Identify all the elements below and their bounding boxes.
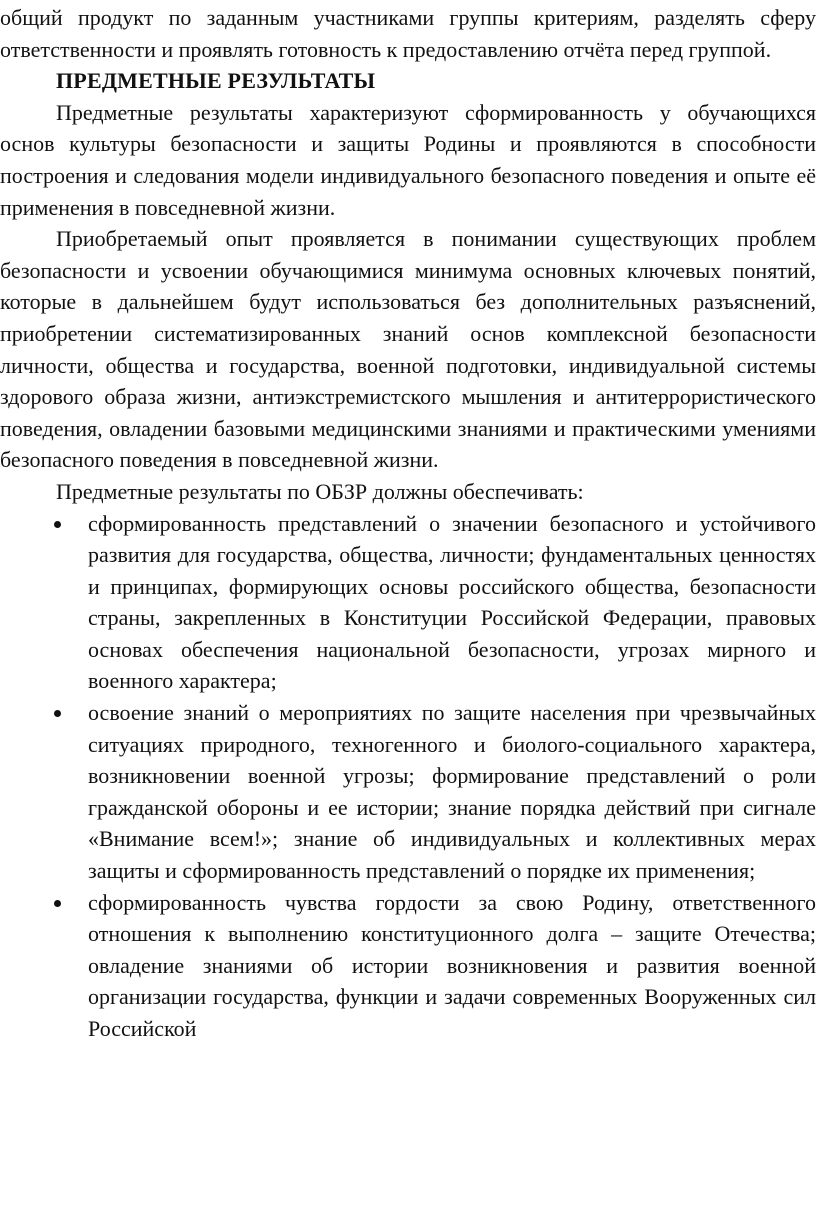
results-list [0, 508, 816, 1045]
paragraph-subject-results: Предметные результаты характеризуют сформированность у обучающихся основ культуры безопасности и защиты Родины и проявляются в способности построения и следования модели индивидуального безопасного поведения и опыте её применения в повседневной жизни. [0, 99, 816, 220]
section-heading: ПРЕДМЕТНЫЕ РЕЗУЛЬТАТЫ [56, 68, 376, 94]
list-item-text: освоение знаний о мероприятиях по защите населения при чрезвычайных ситуациях природного, техногенного и биолого-социального характера, возникновении военной угрозы; формирование представлений о роли гражданской обороны и ее истории; знание порядка действий при сигнале «Внимание всем!»; знание об индивидуальных и коллективных мерах защиты и сформированность представлений о порядке их применения; [88, 700, 816, 884]
list-item-text: сформированность представлений о значении безопасного и устойчивого развития для государства, общества, личности; фундаментальных ценностях и принципах, формирующих основы российского общества, безопасности страны, закрепленных в Конституции Российской Федерации, правовых основах обеспечения национальной безопасности, угрозах мирного и военного характера; [88, 510, 816, 694]
bullet-icon [54, 521, 61, 528]
paragraph-acquired-experience: Приобретаемый опыт проявляется в понимании существующих проблем безопасности и усвоении обучающимися минимума основных ключевых понятий, которые в дальнейшем будут использоваться без дополнительных разъяснений, приобретении систематизированных знаний основ комплексной безопасности личности, общества и государства, военной подготовки, индивидуальной системы здорового образа жизни, антиэкстремистского мышления и антитеррористического поведения, овладении базовыми медицинскими знаниями и практическими умениями безопасного поведения в повседневной жизни. [0, 226, 816, 473]
list-item-text: сформированность чувства гордости за свою Родину, ответственного отношения к выполнению конституционного долга – защите Отечества; овладение знаниями об истории возникновения и развития военной организации государства, функции и задачи современных Вооруженных сил Российской [88, 889, 816, 1041]
list-item [0, 508, 816, 698]
list-item [0, 697, 816, 887]
bullet-icon [54, 900, 61, 907]
list-item [0, 887, 816, 1045]
list-lead: Предметные результаты по ОБЗР должны обеспечивать: [56, 478, 584, 504]
intro-paragraph: общий продукт по заданным участниками группы критериям, разделять сферу ответственности и проявлять готовность к предоставлению отчёта перед группой. [0, 5, 816, 62]
bullet-icon [54, 710, 61, 717]
